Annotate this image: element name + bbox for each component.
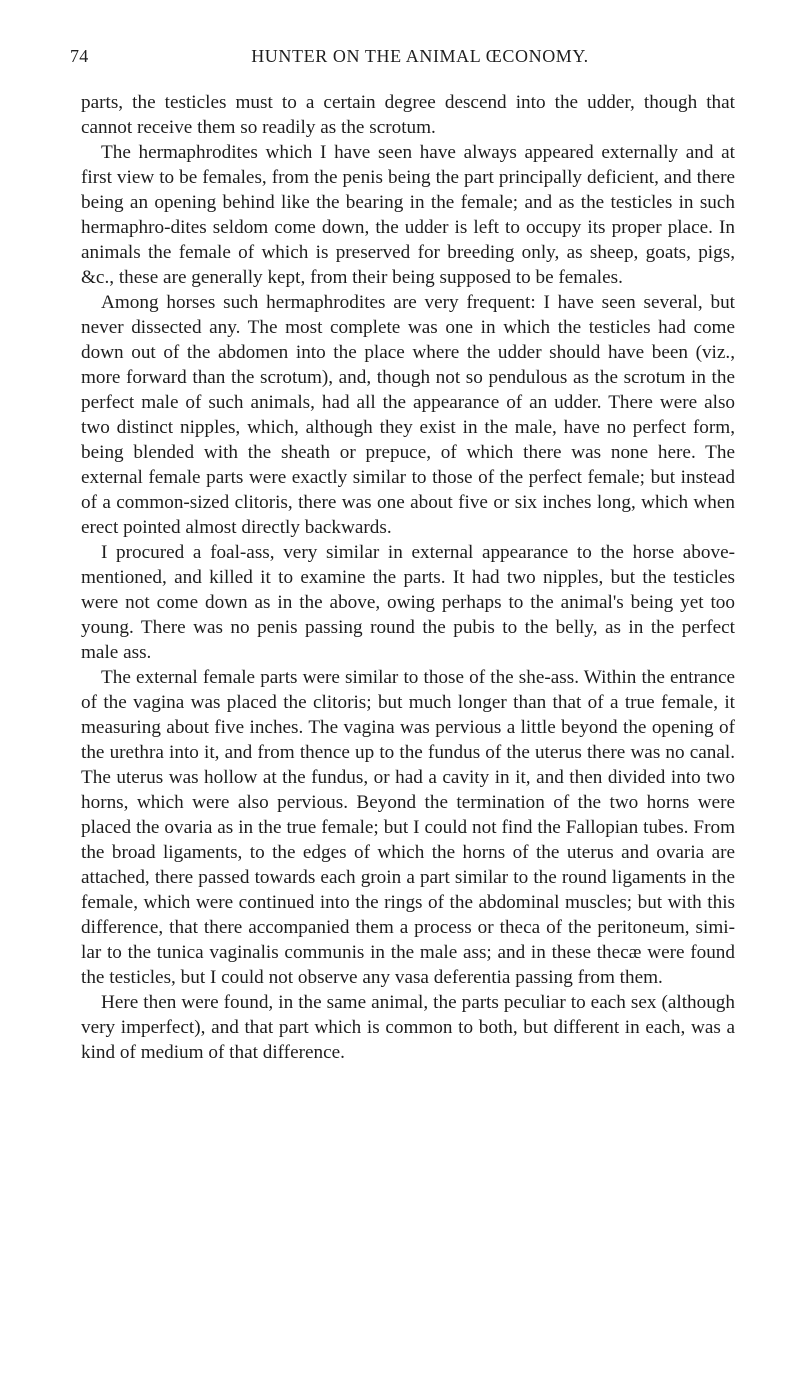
paragraph-external-parts: The external female parts were similar to those of the she-ass. Within the entrance of the vagina was placed the clitoris; but much longer than that of a true female, it measuring about five inches. The vagina was pervious a little beyond the opening of the urethra into it, and from thence up to the fundus of the uterus there was no canal. The uterus was hollow at the fundus, or had a cavity in it, and then divided into two horns, which were also pervious. Beyond the termination of the two horns were placed the ovaria as in the true female; but I could not find the Fallopian tubes. From the broad ligaments, to the edges of which the horns of the uterus and ovaria are attached, there passed towards each groin a part similar to the round ligaments in the female, which were continued into the rings of the abdominal muscles; but with this difference, that there accompanied them a process or theca of the peritoneum, simi-lar to the tunica vaginalis communis in the male ass; and in these thecæ were found the testicles, but I could not observe any vasa deferentia passing from them. (81, 667, 735, 988)
running-title: HUNTER ON THE ANIMAL ŒCONOMY. (251, 46, 589, 66)
body-text (81, 90, 735, 1065)
page-number: 74 (70, 46, 89, 66)
paragraph-conclusion: Here then were found, in the same animal, the parts peculiar to each sex (although very imperfect), and that part which is common to both, but different in each, was a kind of medium of that difference. (81, 992, 735, 1063)
paragraph-foal-ass: I procured a foal-ass, very similar in external appearance to the horse above-mentioned, and killed it to examine the parts. It had two nipples, but the testicles were not come down as in the above, owing perhaps to the animal's being yet too young. There was no penis passing round the pubis to the belly, as in the perfect male ass. (81, 542, 735, 663)
paragraph-horses: Among horses such hermaphrodites are very frequent: I have seen several, but never dissected any. The most complete was one in which the testicles had come down out of the abdomen into the place where the udder should have been (viz., more forward than the scrotum), and, though not so pendulous as the scrotum in the perfect male of such animals, had all the appearance of an udder. There were also two distinct nipples, which, although they exist in the male, have no perfect form, being blended with the sheath or prepuce, of which there was none here. The external female parts were exactly similar to those of the perfect female; but instead of a common-sized clitoris, there was one about five or six inches long, which when erect pointed almost directly backwards. (81, 292, 735, 538)
running-head (70, 46, 730, 70)
paragraph-hermaphrodites: The hermaphrodites which I have seen have always appeared externally and at first view to be females, from the penis being the part principally deficient, and there being an opening behind like the bearing in the female; and as the testicles in such hermaphro-dites seldom come down, the udder is left to occupy its proper place. In animals the female of which is preserved for breeding only, as sheep, goats, pigs, &c., these are generally kept, from their being supposed to be females. (81, 142, 735, 288)
paragraph-continuation: parts, the testicles must to a certain degree descend into the udder, though that cannot receive them so readily as the scrotum. (81, 92, 735, 138)
